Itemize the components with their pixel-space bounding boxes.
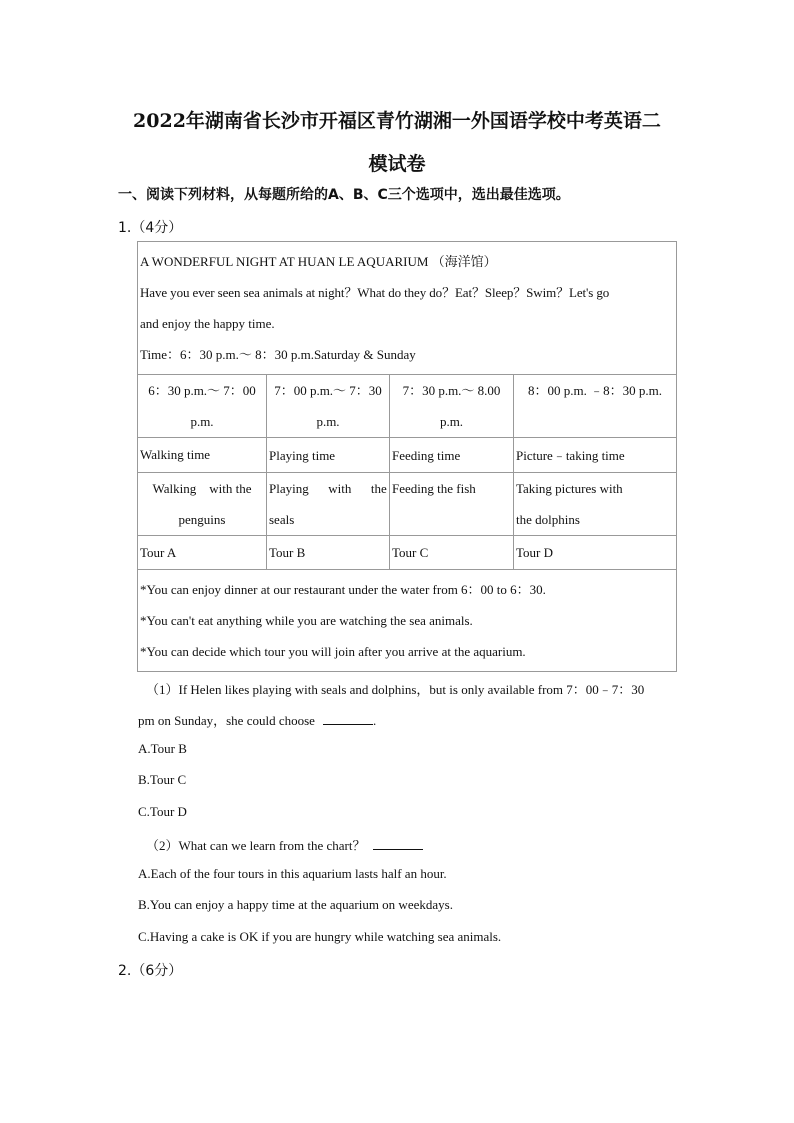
option-a[interactable]: A.Tour B bbox=[138, 741, 187, 756]
time-slot-end: p.m. bbox=[439, 414, 464, 429]
detail-line-2: penguins bbox=[178, 512, 226, 527]
time-slot-start: 8：00 p.m. ﹣8：30 p.m. bbox=[528, 383, 662, 398]
time-slot-start: 6：30 p.m.～ 7：00 bbox=[148, 383, 256, 398]
notice-header-row bbox=[138, 242, 677, 375]
time-slot-cell bbox=[138, 375, 267, 438]
time-slot-start: 7：30 p.m.～ 8.00 bbox=[402, 383, 501, 398]
exam-title bbox=[100, 100, 694, 186]
notes-row bbox=[138, 570, 677, 672]
detail-cell bbox=[390, 473, 514, 536]
activity-row bbox=[138, 438, 677, 473]
section-heading: 一、阅读下列材料，从每题所给的A、B、C三个选项中，选出最佳选项。 bbox=[118, 187, 570, 203]
detail-row bbox=[138, 473, 677, 536]
time-slot-cell bbox=[514, 375, 677, 438]
detail-line-2: the dolphins bbox=[516, 512, 580, 527]
question-2-label: 2.（6分） bbox=[118, 963, 183, 979]
detail-line-1: Feeding the fish bbox=[392, 481, 476, 496]
time-slot-end: p.m. bbox=[316, 414, 340, 429]
tour-cell: Tour C bbox=[390, 536, 514, 570]
option-c[interactable]: C.Tour D bbox=[138, 804, 187, 819]
detail-line-1: Walking with the bbox=[152, 481, 252, 496]
question-1-label: 1.（4分） bbox=[118, 220, 183, 236]
sub-question-1-line-1: （1）If Helen likes playing with seals and dolphins，but is only available from 7：00﹣7：30 bbox=[146, 682, 645, 697]
title-line-2: 模试卷 bbox=[368, 153, 426, 175]
detail-cell bbox=[267, 473, 390, 536]
detail-line-1: Taking pictures with bbox=[516, 481, 623, 496]
note-line: *You can't eat anything while you are watching the sea animals. bbox=[140, 613, 473, 628]
notice-time-line: Time：6：30 p.m.～ 8：30 p.m.Saturday & Sunday bbox=[140, 347, 416, 362]
tour-cell: Tour D bbox=[514, 536, 677, 570]
activity-cell: Feeding time bbox=[390, 438, 514, 473]
answer-blank[interactable] bbox=[373, 837, 423, 850]
detail-cell bbox=[138, 473, 267, 536]
detail-line-2: seals bbox=[269, 512, 295, 527]
answer-blank[interactable] bbox=[323, 712, 373, 725]
note-line: *You can enjoy dinner at our restaurant under the water from 6：00 to 6：30. bbox=[140, 582, 546, 597]
option-a[interactable]: A.Each of the four tours in this aquarium lasts half an hour. bbox=[138, 866, 447, 881]
option-b[interactable]: B.You can enjoy a happy time at the aquarium on weekdays. bbox=[138, 897, 453, 912]
notes-cell bbox=[138, 570, 677, 672]
activity-cell: Walking time bbox=[138, 438, 267, 473]
option-b[interactable]: B.Tour C bbox=[138, 772, 187, 787]
title-line-1: 2022年湖南省长沙市开福区青竹湖湘一外国语学校中考英语二 bbox=[133, 110, 661, 132]
tour-cell: Tour A bbox=[138, 536, 267, 570]
notice-intro-line-2: and enjoy the happy time. bbox=[140, 316, 275, 331]
time-slot-start: 7：00 p.m.～ 7：30 bbox=[274, 383, 382, 398]
sub-question-1-text: pm on Sunday，she could choose bbox=[138, 713, 315, 728]
time-slot-end: p.m. bbox=[190, 414, 214, 429]
sub-question-1-line-2: pm on Sunday，she could choose . bbox=[138, 713, 377, 728]
tour-row bbox=[138, 536, 677, 570]
sub-question-2-text: （2）What can we learn from the chart？ bbox=[146, 838, 366, 853]
activity-cell: Playing time bbox=[267, 438, 390, 473]
notice-intro-line-1: Have you ever seen sea animals at night？What do they do？Eat？Sleep？Swim？Let's go bbox=[140, 285, 610, 300]
time-slot-row bbox=[138, 375, 677, 438]
aquarium-notice-table bbox=[137, 241, 677, 672]
option-c[interactable]: C.Having a cake is OK if you are hungry while watching sea animals. bbox=[138, 929, 502, 944]
notice-heading: A WONDERFUL NIGHT AT HUAN LE AQUARIUM （海洋馆） bbox=[140, 254, 497, 269]
time-slot-cell bbox=[390, 375, 514, 438]
activity-cell: Picture﹣taking time bbox=[514, 438, 677, 473]
detail-cell bbox=[514, 473, 677, 536]
tour-cell: Tour B bbox=[267, 536, 390, 570]
time-slot-cell bbox=[267, 375, 390, 438]
notice-header-cell bbox=[138, 242, 677, 375]
sub-question-2 bbox=[146, 835, 423, 854]
detail-line-1: Playing with the bbox=[269, 481, 387, 496]
note-line: *You can decide which tour you will join after you arrive at the aquarium. bbox=[140, 644, 526, 659]
